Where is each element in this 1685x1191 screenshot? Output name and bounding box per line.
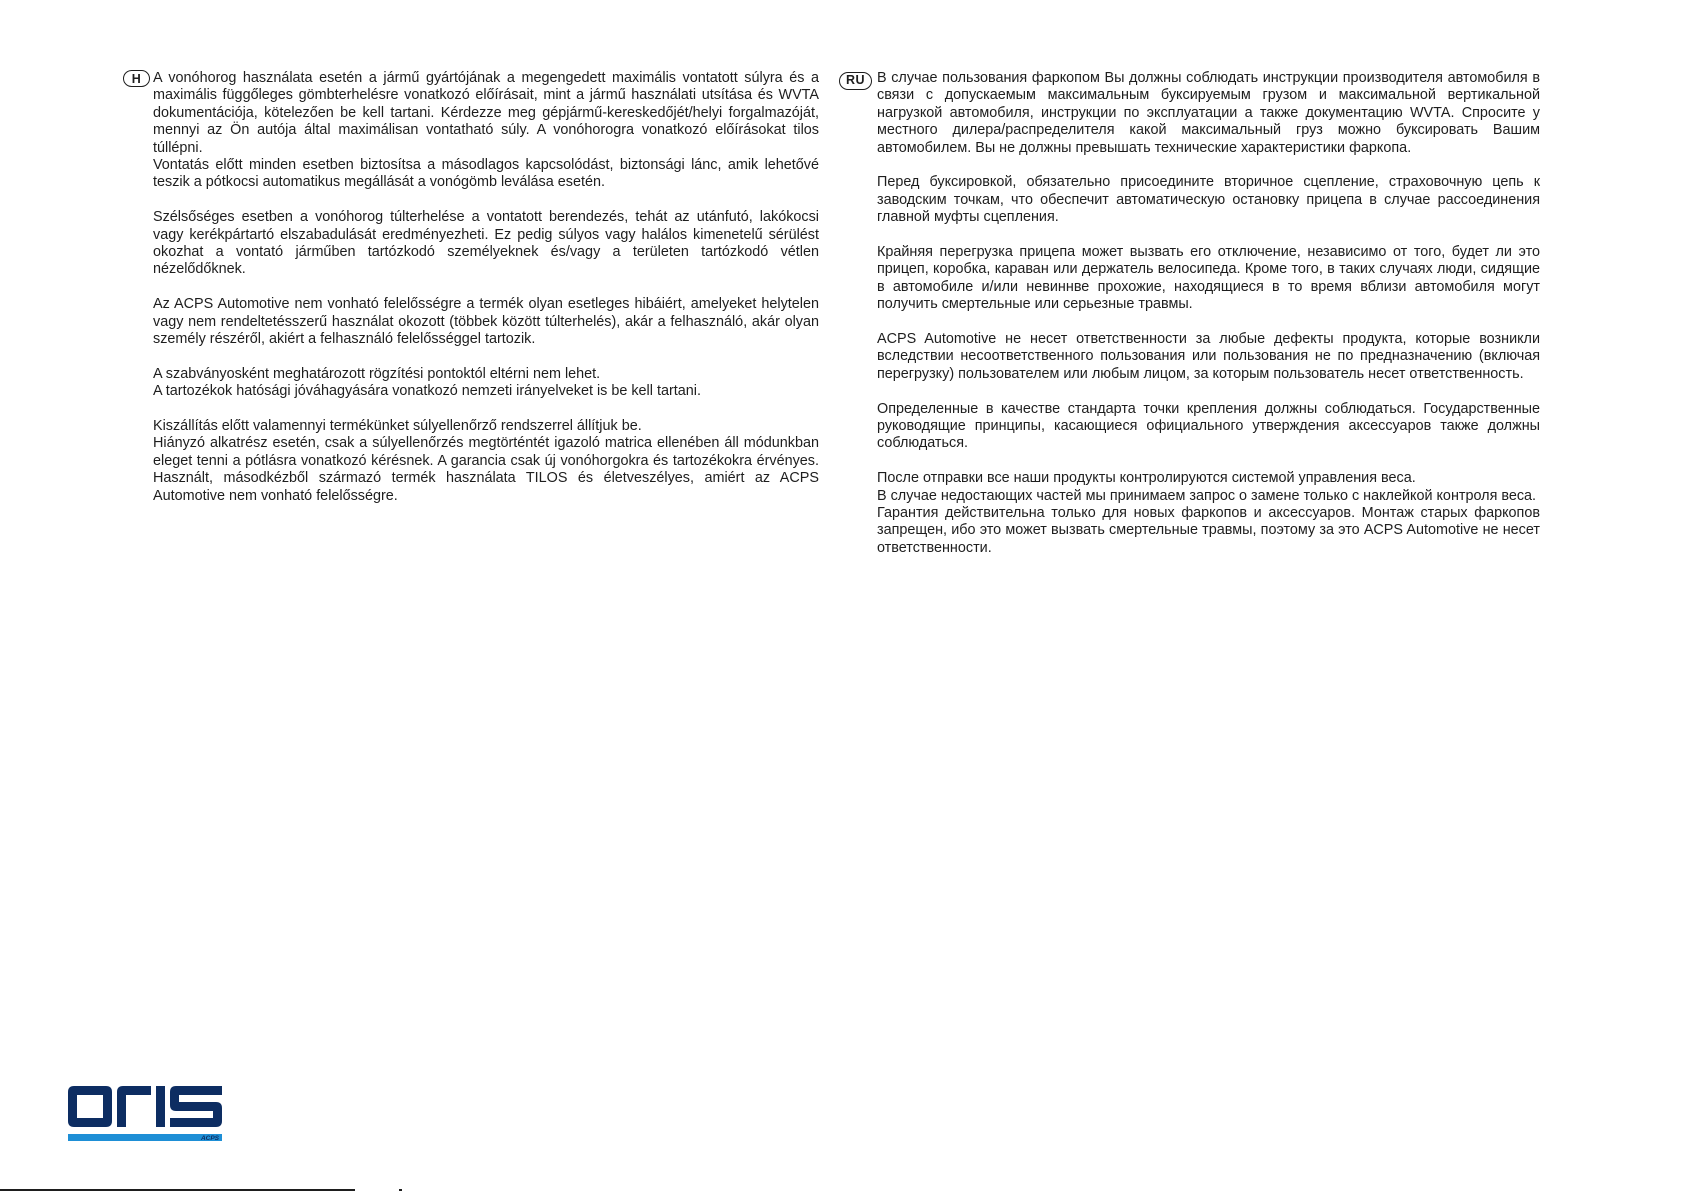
logo-letter-r (117, 1086, 151, 1127)
russian-section (845, 70, 1540, 575)
ru-paragraph-5 (877, 401, 1540, 453)
hu-paragraph-1 (153, 70, 819, 192)
ru-paragraph-6 (877, 470, 1540, 557)
oris-logo (68, 1086, 238, 1148)
ru-paragraphs (877, 70, 1540, 557)
language-badge-ru: RU (839, 72, 872, 90)
ru-text: Перед буксировкой, обязательно присоедините вторичное сцепление, страховочную цепь к заводским точкам, что обеспечит автоматическую остановку прицепа в случае рассоединения главной муфты сцепления. (877, 174, 1540, 226)
logo-letter-i (156, 1086, 165, 1127)
oris-wordmark (68, 1086, 222, 1127)
hu-paragraph-3 (153, 296, 819, 348)
ru-text: В случае пользования фаркопом Вы должны соблюдать инструкции производителя автомобиля в связи с допускаемым максимальным буксируемым грузом и максимальной вертикальной нагрузкой автомобиля, инструкции по эксплуатации а также документацию WVTA. Спросите у местного дилера/распределителя какой максимальный груз можно буксировать Вашим автомобилем. Вы не должны превышать технические характеристики фаркопа. (877, 70, 1540, 156)
ru-paragraph-1 (877, 70, 1540, 157)
hu-paragraph-5 (153, 418, 819, 505)
hu-text: Vontatás előtt minden esetben biztosítsa a másodlagos kapcsolódást, biztonsági lánc, amik lehetővé teszik a pótkocsi automatikus megállását a vonógömb leválása esetén. (153, 157, 819, 191)
ru-text: В случае недостающих частей мы принимаем запрос о замене только с наклейкой контроля веса. (877, 487, 1537, 504)
ru-text: Определенные в качестве стандарта точки крепления должны соблюдаться. Государственные руководящие принципы, касающиеся официального утверждения аксессуаров также должны соблюдаться. (877, 400, 1540, 452)
hu-text: A vonóhorog használata esetén a jármű gyártójának a megengedett maximális vontatott súlyra és a maximális függőleges gömbterhelésre vonatkozó előírásait, mint a jármű használati utsítása és WVTA dokumentációja, kötelezően be kell tartani. Kérdezze meg gépjármű-kereskedőjét/helyi forgalmazóját, mennyi az Ön autója által maximálisan vontatható súly. A vonóhorogra vonatkozó előírásokat tilos túllépni. (153, 70, 819, 156)
logo-underline-bar (68, 1134, 222, 1141)
hu-text: A tartozékok hatósági jóváhagyására vonatkozó nemzeti irányelveket is be kell tartani. (153, 383, 701, 400)
hu-paragraph-4 (153, 366, 819, 401)
hu-paragraphs (153, 70, 819, 505)
ru-paragraph-2 (877, 174, 1540, 226)
hu-text: Kiszállítás előtt valamennyi termékünket súlyellenőrző rendszerrel állítjuk be. (153, 418, 642, 435)
logo-sub-text: ACPS (200, 1135, 219, 1142)
logo-letter-o (68, 1086, 112, 1127)
hu-paragraph-2 (153, 209, 819, 279)
ru-text: Гарантия действительна только для новых фаркопов и аксессуаров. Монтаж старых фаркопов запрещен, ибо это может вызвать смертельные травмы, поэтому за это ACPS Automotive не несет ответственности. (877, 505, 1540, 556)
ru-paragraph-4 (877, 331, 1540, 383)
hu-text: Hiányzó alkatrész esetén, csak a súlyellenőrzés megtörténtét igazoló matrica ellenében áll módunkban eleget tenni a pótlásra vonatkozó kérésnek. A garancia csak új vonóhorgokra és tartozékokra érvényes. Használt, másodkézből származó termék használata TILOS és életveszélyes, amiért az ACPS Automotive nem vonható felelősségre. (153, 435, 819, 504)
hu-text: Az ACPS Automotive nem vonható felelősségre a termék olyan esetleges hibáiért, amelyeket helytelen vagy nem rendeltetésszerű használat okozott (többek között túlterhelés), akár a felhasználó, akár olyan személy részéről, akiért a felhasználó felelősséggel tartozik. (153, 296, 819, 348)
ru-text: Крайняя перегрузка прицепа может вызвать его отключение, независимо от того, будет ли это прицеп, коробка, караван или держатель велосипеда. Кроме того, в таких случаях люди, сидящие в автомобиле и/или невиннве прохожие, находящиеся в то время вблизи автомобиля могут получить смертельные или серьезные травмы. (877, 244, 1540, 313)
ru-paragraph-3 (877, 244, 1540, 314)
hu-text: Szélsőséges esetben a vonóhorog túlterhelése a vontatott berendezés, tehát az utánfutó, lakókocsi vagy kerékpártartó elszabadulását eredményezheti. Ez pedig súlyos vagy halálos kimenetelű sérülést okozhat a vontató járműben tartózkodó személyeknek és/vagy a területen tartózkodó vétlen nézelődőknek. (153, 209, 819, 278)
language-badge-hu: H (123, 70, 150, 87)
hungarian-section (131, 70, 819, 522)
hu-text: A szabványosként meghatározott rögzítési pontoktól eltérni nem lehet. (153, 365, 601, 382)
ru-text: После отправки все наши продукты контролируются системой управления веса. (877, 470, 1416, 487)
ru-text: ACPS Automotive не несет ответственности за любые дефекты продукта, которые возникли вследствии несоответственного пользования или пользования не по предназначению (включая перегрузку) пользователем или любым лицом, за которым пользователь несет ответственность. (877, 331, 1540, 382)
logo-letter-s (170, 1086, 222, 1127)
